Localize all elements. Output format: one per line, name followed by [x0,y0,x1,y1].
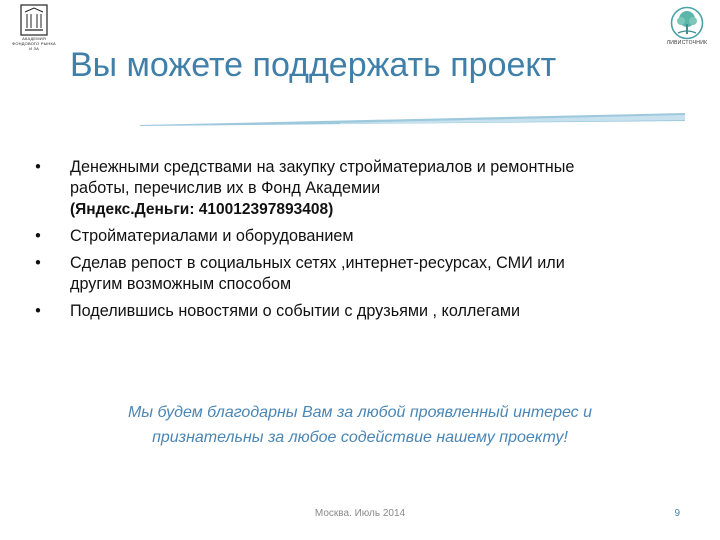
academy-logo-caption: И ЗА [29,46,39,51]
thank-you-line: признательны за любое содействие нашему проекту! [152,429,568,446]
bullet-text-line: другим возможным способом [70,275,292,293]
bullet-item [30,157,670,220]
footer-date: Москва. Июль 2014 [314,508,406,519]
bullet-dot: • [35,254,41,272]
livistochnik-logo-caption: ЛИВИСТОЧНИК [666,40,708,46]
bullet-item [30,253,670,295]
academy-logo-caption: АКАДЕМИЯ [22,36,46,41]
bullet-dot: • [35,302,41,320]
bullet-text-line: Стройматериалами и оборудованием [70,227,354,245]
bullet-text-line: Сделав репост в социальных сетях ,интернет-ресурсах, СМИ или [70,254,565,272]
yandex-money-account: (Яндекс.Деньги: 410012397893408) [70,201,334,218]
bullet-dot: • [35,158,41,176]
tree-emblem-icon [670,6,704,40]
bullet-dot: • [35,227,41,245]
title-underline-swoosh [140,110,685,128]
slide-title: Вы можете поддержать проект [70,46,557,84]
bullet-text-line: Поделившись новостями о событии с друзьями , коллегами [70,302,521,320]
page-number: 9 [674,508,680,519]
bullet-text-line: Денежными средствами на закупку стройматериалов и ремонтные [70,158,575,176]
academy-logo-caption: ФОНДОВОГО РЫНКА [12,41,56,46]
thank-you-line: Мы будем благодарны Вам за любой проявленный интерес и [127,404,593,421]
bullet-text-line: работы, перечислив их в Фонд Академии [70,179,381,197]
academy-logo [4,4,64,54]
bullet-item [30,226,670,247]
academy-emblem-icon [19,4,49,36]
thank-you-message [70,400,650,450]
bullet-list [30,157,670,328]
bullet-item [30,301,670,322]
